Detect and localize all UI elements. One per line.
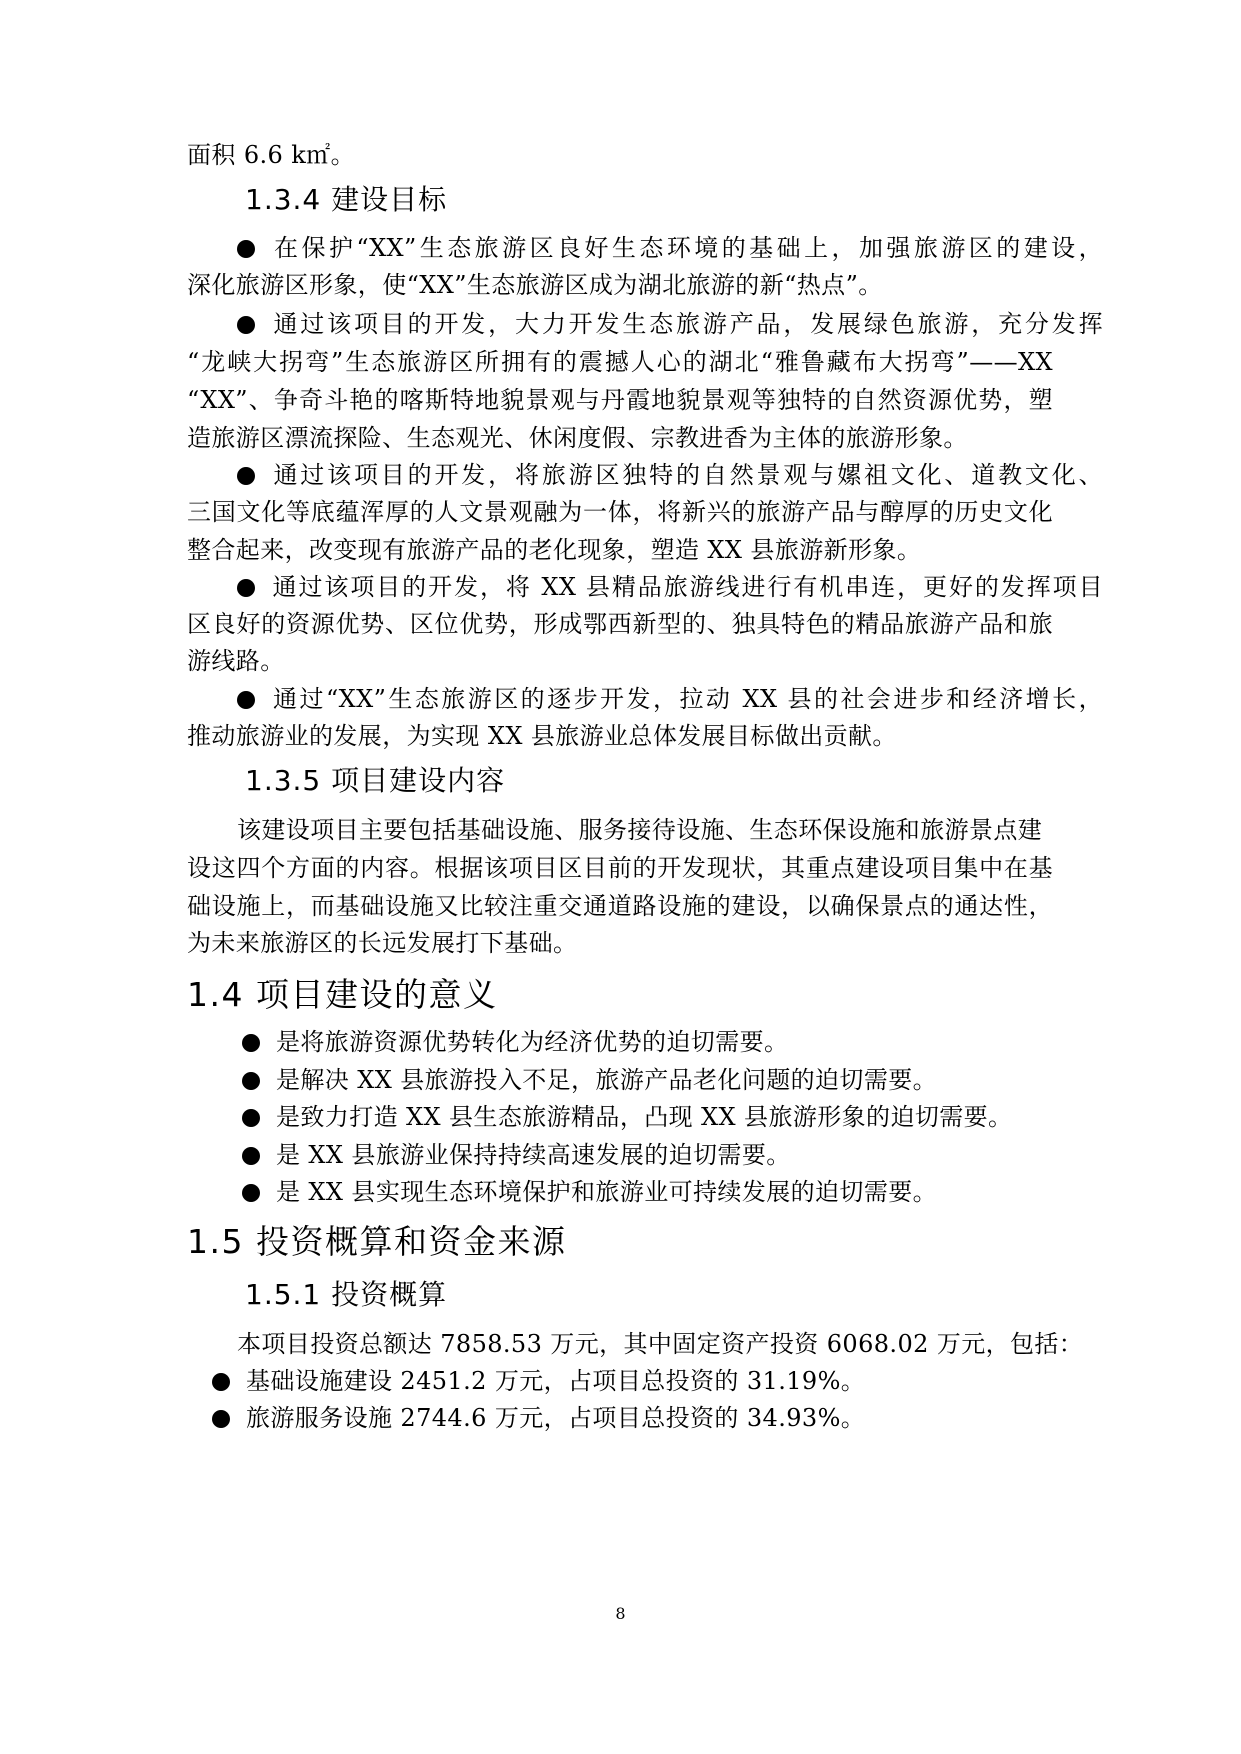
bullet-icon xyxy=(237,691,255,709)
list-item-continuation: 三国文化等底蕴浑厚的人文景观融为一体，将新兴的旅游产品与醇厚的历史文化 xyxy=(187,498,1053,526)
list-item: 通过该项目的开发，将 XX 县精品旅游线进行有机串连，更好的发挥项目 xyxy=(237,568,1103,606)
list-item-continuation: 造旅游区漂流探险、生态观光、休闲度假、宗教进香为主体的旅游形象。 xyxy=(187,424,968,452)
heading-1-4: 1.4 项目建设的意义 xyxy=(187,975,498,1014)
list-item: 是将旅游资源优势转化为经济优势的迫切需要。 xyxy=(242,1023,1108,1061)
bullet-icon xyxy=(242,1147,260,1165)
list-item: 是 XX 县实现生态环境保护和旅游业可持续发展的迫切需要。 xyxy=(242,1173,1108,1211)
heading-1-3-5: 1.3.5 项目建设内容 xyxy=(245,764,506,797)
list-item: 通过该项目的开发，将旅游区独特的自然景观与嫘祖文化、道教文化、 xyxy=(237,456,1103,494)
bullet-icon xyxy=(212,1373,230,1391)
heading-1-3-4: 1.3.4 建设目标 xyxy=(245,183,448,216)
bullet-icon xyxy=(242,1072,260,1090)
list-item: 是解决 XX 县旅游投入不足，旅游产品老化问题的迫切需要。 xyxy=(242,1061,1108,1099)
bullet-icon xyxy=(237,467,255,485)
list-item: 在保护“XX”生态旅游区良好生态环境的基础上，加强旅游区的建设， xyxy=(237,229,1103,267)
heading-1-5: 1.5 投资概算和资金来源 xyxy=(187,1222,567,1261)
document-page: 面积 6.6 k㎡。 1.3.4 建设目标 在保护“XX”生态旅游区良好生态环境的基础上，加强旅游区的建设， 深化旅游区形象，使“XX”生态旅游区成为湖北旅游的新“热点”。 通过该项目的开发，大力开发生态旅游产品，发展绿色旅游，充分发挥 “龙峡大拐弯”生态旅游区所拥有的震撼人心的湖北“雅鲁藏布大拐弯”——XX “XX”、争奇斗艳的喀斯特地貌景观与丹霞地貌景观等独特的自然资源优势，塑 造旅游区漂流探险、生态观光、休闲度假、宗教进香为主体的旅游形象。 通过该项目的开发，将旅游区独特的自然景观与嫘祖文化、道教文化、 三国文化等底蕴浑厚的人文景观融为一体，将新兴的旅游产品与醇厚的历史文化 整合起来，改变现有旅游产品的老化现象，塑造 XX 县旅游新形象。 通过该项目的开发，将 XX 县精品旅游线进行有机串连，更好的发挥项目 区良好的资源优势、区位优势，形成鄂西新型的、独具特色的精品旅游产品和旅 游线路。 通过“XX”生态旅游区的逐步开发，拉动 XX 县的社会进步和经济增长， 推动旅游业的发展，为实现 XX 县旅游业总体发展目标做出贡献。 1.3.5 项目建设内容 该建设项目主要包括基础设施、服务接待设施、生态环保设施和旅游景点建 设这四个方面的内容。根据该项目区目前的开发现状，其重点建设项目集中在基 础设施上，而基础设施又比较注重交通道路设施的建设，以确保景点的通达性， 为未来旅游区的长远发展打下基础。 1.4 项目建设的意义 是将旅游资源优势转化为经济优势的迫切需要。 是解决 XX 县旅游投入不足，旅游产品老化问题的迫切需要。 是致力打造 XX 县生态旅游精品，凸现 XX 县旅游形象的迫切需要。 是 XX 县旅游业保持持续高速发展的迫切需要。 是 XX 县实现生态环境保护和旅游业可持续发展的迫切需要。 1.5 投资概算和资金来源 1.5.1 投资概算 本项目投资总额达 7858.53 万元，其中固定资产投资 6068.02 万元，包括： 基础设施建设 2451.2 万元，占项目总投资的 31.19%。 旅游服务设施 2744.6 万元，占项目总投资的 34.93%。 8 xyxy=(0,0,1241,1754)
list-item-continuation: 整合起来，改变现有旅游产品的老化现象，塑造 XX 县旅游新形象。 xyxy=(187,536,922,564)
list-item: 是 XX 县旅游业保持持续高速发展的迫切需要。 xyxy=(242,1136,1108,1174)
list-item-continuation: 深化旅游区形象，使“XX”生态旅游区成为湖北旅游的新“热点”。 xyxy=(187,271,883,299)
bullet-icon xyxy=(212,1410,230,1428)
list-item-continuation: “XX”、争奇斗艳的喀斯特地貌景观与丹霞地貌景观等独特的自然资源优势，塑 xyxy=(187,386,1053,414)
bullet-icon xyxy=(242,1034,260,1052)
heading-1-5-1: 1.5.1 投资概算 xyxy=(245,1278,448,1311)
list-item-continuation: “龙峡大拐弯”生态旅游区所拥有的震撼人心的湖北“雅鲁藏布大拐弯”——XX xyxy=(187,348,1053,376)
list-item-continuation: 推动旅游业的发展，为实现 XX 县旅游业总体发展目标做出贡献。 xyxy=(187,722,897,750)
list-item-continuation: 区良好的资源优势、区位优势，形成鄂西新型的、独具特色的精品旅游产品和旅 xyxy=(187,610,1053,638)
bullet-icon xyxy=(237,316,255,334)
bullet-icon xyxy=(242,1184,260,1202)
list-item: 通过该项目的开发，大力开发生态旅游产品，发展绿色旅游，充分发挥 xyxy=(237,305,1103,343)
bullet-icon xyxy=(237,579,255,597)
list-item-continuation: 游线路。 xyxy=(187,647,285,675)
bullet-icon xyxy=(237,240,255,258)
bullet-icon xyxy=(242,1109,260,1127)
list-item: 基础设施建设 2451.2 万元，占项目总投资的 31.19%。 xyxy=(212,1362,1078,1400)
list-item: 是致力打造 XX 县生态旅游精品，凸现 XX 县旅游形象的迫切需要。 xyxy=(242,1098,1108,1136)
page-number: 8 xyxy=(615,1604,626,1623)
list-item: 通过“XX”生态旅游区的逐步开发，拉动 XX 县的社会进步和经济增长， xyxy=(237,680,1103,718)
investment-intro: 本项目投资总额达 7858.53 万元，其中固定资产投资 6068.02 万元，包括： xyxy=(237,1330,1084,1358)
paragraph-area: 面积 6.6 k㎡。 xyxy=(187,141,355,169)
list-item: 旅游服务设施 2744.6 万元，占项目总投资的 34.93%。 xyxy=(212,1399,1078,1437)
